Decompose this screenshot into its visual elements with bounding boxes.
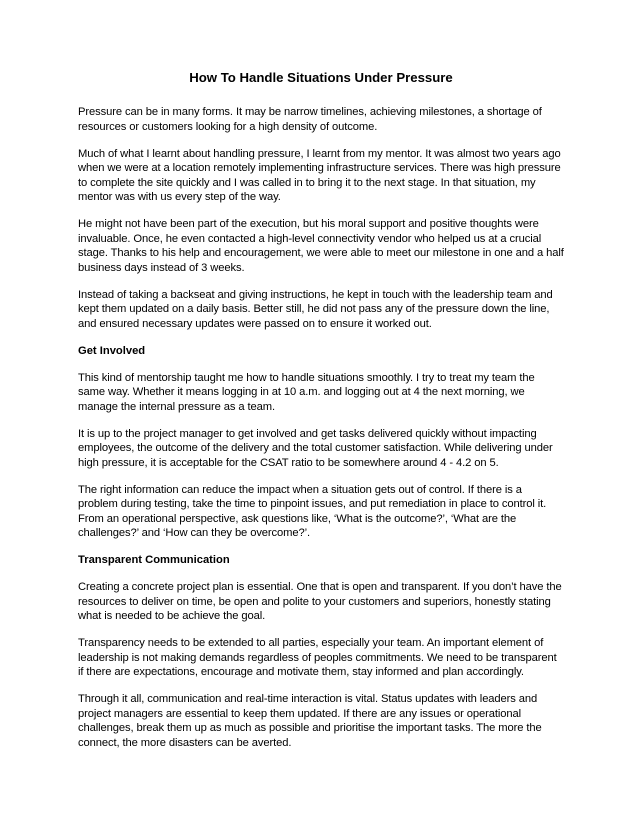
document-title: How To Handle Situations Under Pressure [189, 70, 453, 85]
paragraph: The right information can reduce the impact when a situation gets out of control. If there is a problem during testing, take the time to pinpoint issues, and put remediation in place to control it. From an operational perspective, ask questions like, ‘What is the outcome?’, ‘What are the challenges?’ and ‘How can they be overcome?’. [78, 483, 547, 539]
paragraph: This kind of mentorship taught me how to handle situations smoothly. I try to treat my team the same way. Whether it means logging in at 10 a.m. and logging out at 4 the next morning, we manage the internal pressure as a team. [78, 371, 535, 413]
paragraph: Creating a concrete project plan is essential. One that is open and transparent. If you don’t have the resources to deliver on time, be open and polite to your customers and superiors, honestly stating what is needed to be achieve the goal. [78, 581, 562, 622]
paragraph: Much of what I learnt about handling pressure, I learnt from my mentor. It was almost two years ago when we were at a location remotely implementing infrastructure services. There was high pressure to complete the site quickly and I was called in to bring it to the next stage. In that situation, my mentor was with us every step of the way. [78, 147, 561, 203]
document-page [78, 70, 564, 763]
paragraph: It is up to the project manager to get involved and get tasks delivered quickly without impacting employees, the outcome of the delivery and the total customer satisfaction. While delivering under high pressure, it is acceptable for the CSAT ratio to be somewhere around 4 - 4.2 on 5. [78, 427, 553, 469]
section-heading-get-involved: Get Involved [78, 344, 146, 357]
paragraph: Transparency needs to be extended to all parties, especially your team. An important element of leadership is not making demands regardless of peoples commitments. We need to be transparent if there are expectations, encourage and motivate them, stay informed and plan accordingly. [78, 637, 557, 678]
paragraph: Instead of taking a backseat and giving instructions, he kept in touch with the leadership team and kept them updated on a daily basis. Better still, he did not pass any of the pressure down the line, and ensured necessary updates were passed on to ensure it worked out. [78, 288, 553, 330]
paragraph: Through it all, communication and real-time interaction is vital. Status updates with leaders and project managers are essential to keep them updated. If there are any issues or operational challenges, break them up as much as possible and prioritise the important tasks. The more the connect, the more disasters can be averted. [78, 693, 542, 749]
section-heading-transparent-communication: Transparent Communication [78, 554, 230, 566]
paragraph: Pressure can be in many forms. It may be narrow timelines, achieving milestones, a shortage of resources or customers looking for a high density of outcome. [78, 106, 542, 133]
paragraph: He might not have been part of the execution, but his moral support and positive thoughts were invaluable. Once, he even contacted a high-level connectivity vendor who helped us at a crucial stage. Thanks to his help and encouragement, we were able to meet our milestone in one and a half business days instead of 3 weeks. [78, 218, 564, 274]
